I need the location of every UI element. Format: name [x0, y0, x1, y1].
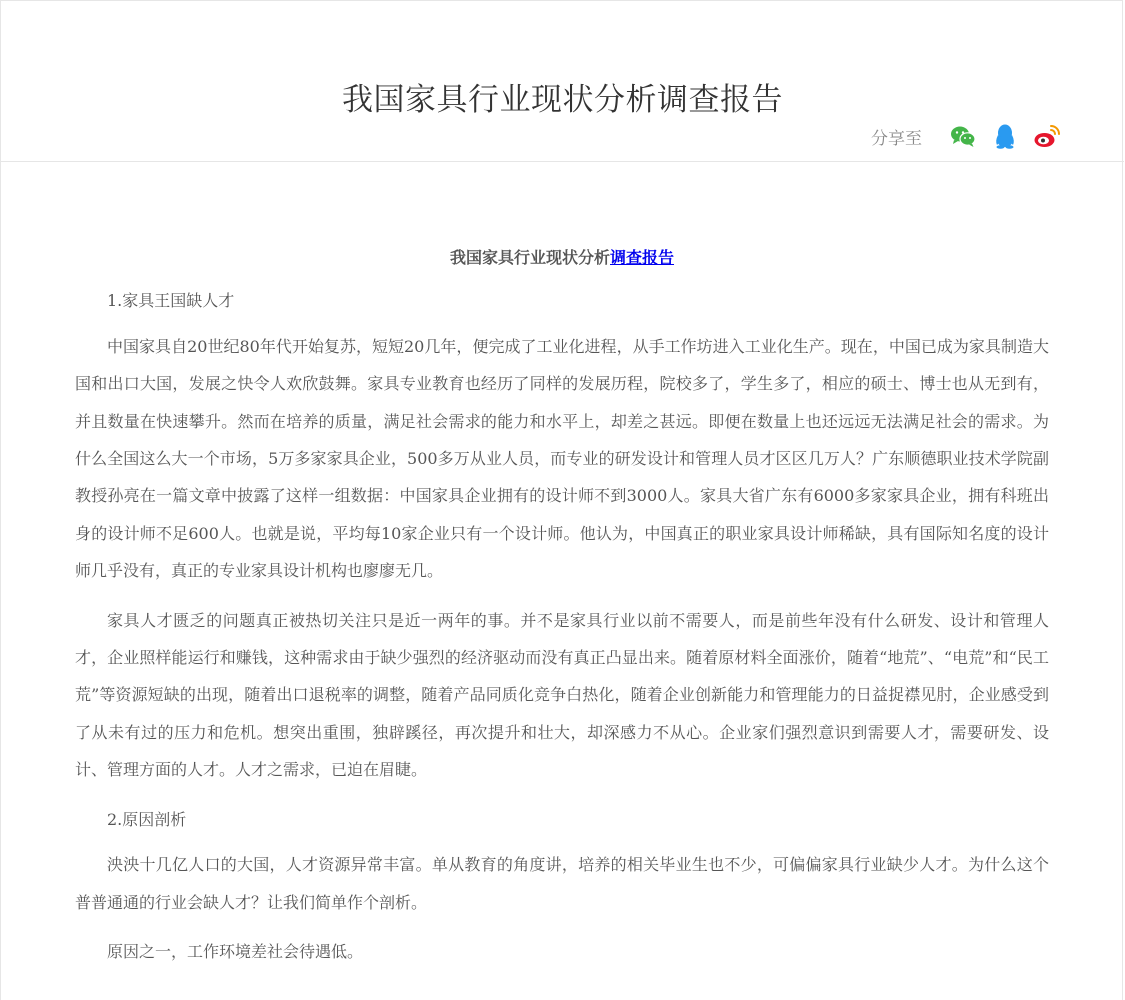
- paragraph-1: 中国家具自20世纪80年代开始复苏，短短20几年，便完成了工业化进程，从手工作坊进入工业化生产。现在，中国已成为家具制造大国和出口大国，发展之快令人欢欣鼓舞。家具专业教育也经历了同样的发展历程，院校多了，学生多了，相应的硕士、博士也从无到有，并且数量在快速攀升。然而在培养的质量，满足社会需求的能力和水平上，却差之甚远。即便在数量上也还远远无法满足社会的需求。为什么全国这么大一个市场，5万多家家具企业，500多万从业人员，而专业的研发设计和管理人员才区区几万人？广东顺德职业技术学院副教授孙亮在一篇文章中披露了这样一组数据：中国家具企业拥有的设计师不到3000人。家具大省广东有6000多家家具企业，拥有科班出身的设计师不足600人。也就是说，平均每10家企业只有一个设计师。他认为，中国真正的职业家具设计师稀缺，具有国际知名度的设计师几乎没有，真正的专业家具设计机构也廖廖无几。: [75, 336, 1049, 581]
- weibo-icon[interactable]: [1032, 121, 1062, 151]
- article-title: [75, 239, 1049, 276]
- share-bar: [871, 121, 1062, 151]
- report-link[interactable]: 调查报告: [610, 248, 675, 267]
- article-title-text: 我国家具行业现状分析: [449, 248, 610, 267]
- paragraph-4: 原因之一，工作环境差社会待遇低。: [107, 941, 364, 961]
- wechat-icon[interactable]: [948, 121, 978, 151]
- paragraph-2: 家具人才匮乏的问题真正被热切关注只是近一两年的事。并不是家具行业以前不需要人，而是前些年没有什么研发、设计和管理人才，企业照样能运行和赚钱，这种需求由于缺少强烈的经济驱动而没有真正凸显出来。随着原材料全面涨价，随着“地荒”、“电荒”和“民工荒”等资源短缺的出现，随着出口退税率的调整，随着产品同质化竞争白热化，随着企业创新能力和管理能力的日益捉襟见肘，企业感受到了从未有过的压力和危机。想突出重围，独辟蹊径，再次提升和壮大，却深感力不从心。企业家们强烈意识到需要人才，需要研发、设计、管理方面的人才。人才之需求，已迫在眉睫。: [75, 610, 1049, 780]
- paragraph-3: 泱泱十几亿人口的大国，人才资源异常丰富。单从教育的角度讲，培养的相关毕业生也不少，可偏偏家具行业缺少人才。为什么这个普普通通的行业会缺人才？让我们简单作个剖析。: [75, 855, 1049, 912]
- page-title: 我国家具行业现状分析调查报告: [342, 81, 783, 118]
- article-body: [75, 239, 1049, 982]
- section-heading-1: 1.家具王国缺人才: [107, 291, 235, 311]
- share-label: 分享至: [871, 128, 922, 149]
- qq-icon[interactable]: [990, 121, 1020, 151]
- section-heading-2: 2.原因剖析: [107, 809, 187, 829]
- page-header: [1, 1, 1124, 162]
